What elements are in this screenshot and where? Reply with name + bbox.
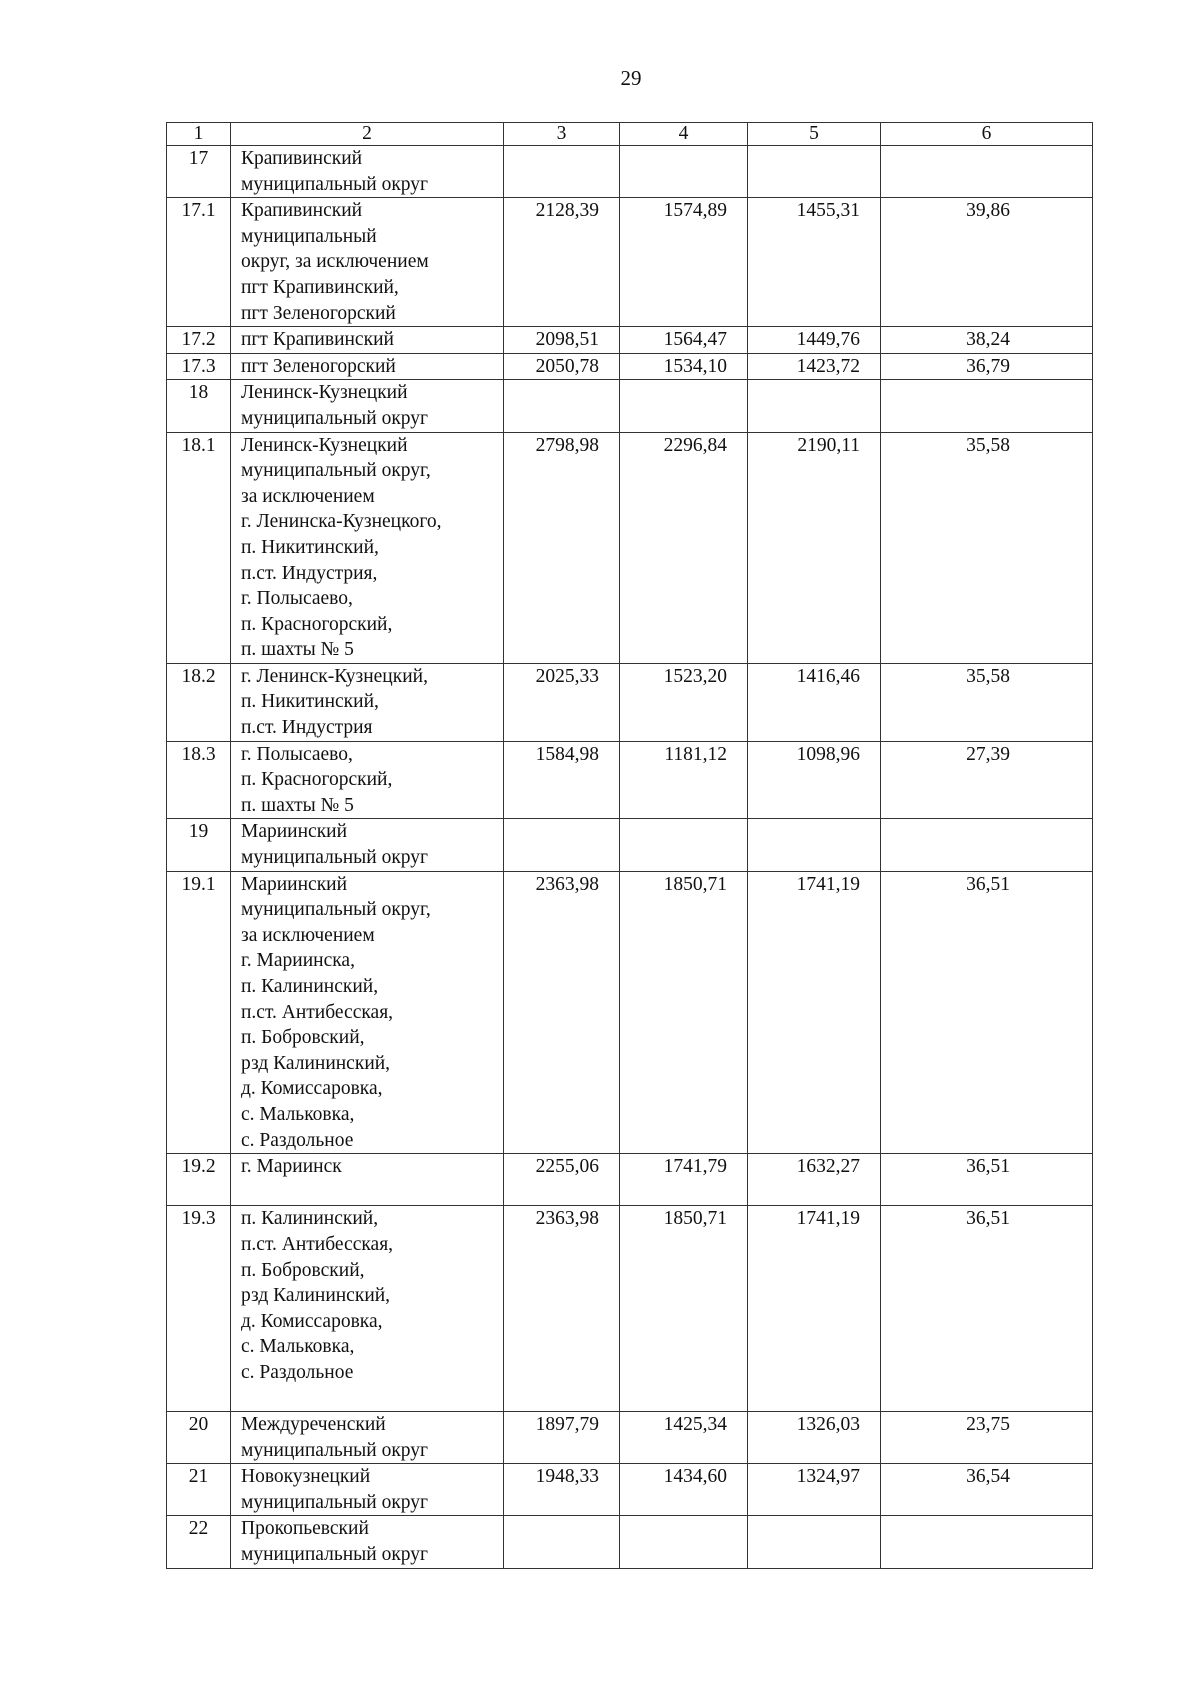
territory-name [231, 432, 504, 663]
row-number: 22 [167, 1516, 231, 1568]
row-number: 19.3 [167, 1206, 231, 1412]
territory-name-line: г. Ленинска-Кузнецкого, [241, 511, 442, 533]
table-row [167, 1154, 1093, 1206]
territory-name-line: за исключением [241, 485, 375, 507]
value-col-3: 2255,06 [504, 1154, 620, 1206]
territory-name-line: п.ст. Антибесская, [241, 1233, 394, 1255]
table-row [167, 1516, 1093, 1568]
territory-name-line: муниципальный округ [241, 407, 429, 429]
table-row [167, 146, 1093, 198]
header-cell: 3 [504, 123, 620, 146]
territory-name [231, 327, 504, 354]
territory-name-line: г. Полысаево, [241, 743, 353, 765]
value-col-4: 1523,20 [620, 663, 748, 741]
value-col-3: 1897,79 [504, 1412, 620, 1464]
territory-name-line: муниципальный [241, 225, 377, 247]
value-col-6: 39,86 [881, 198, 1093, 327]
value-col-6: 36,51 [881, 1154, 1093, 1206]
value-col-5 [748, 146, 881, 198]
value-col-5 [748, 380, 881, 432]
territory-name [231, 1154, 504, 1206]
table-row [167, 353, 1093, 380]
value-col-3: 2050,78 [504, 353, 620, 380]
table-row [167, 432, 1093, 663]
value-col-3: 2098,51 [504, 327, 620, 354]
territory-name-line: п.ст. Антибесская, [241, 1001, 394, 1023]
value-col-5: 1449,76 [748, 327, 881, 354]
territory-name-line: Ленинск-Кузнецкий [241, 434, 408, 456]
row-number: 19.1 [167, 871, 231, 1154]
territory-name-line: муниципальный округ [241, 1544, 429, 1566]
table-row [167, 1464, 1093, 1516]
territory-name-line: д. Комиссаровка, [241, 1078, 383, 1100]
value-col-5: 1455,31 [748, 198, 881, 327]
value-col-4 [620, 380, 748, 432]
value-col-3: 2363,98 [504, 871, 620, 1154]
value-col-5: 1632,27 [748, 1154, 881, 1206]
territory-name-line: г. Мариинска, [241, 950, 355, 972]
value-col-3: 2128,39 [504, 198, 620, 327]
territory-name [231, 380, 504, 432]
row-number: 18.1 [167, 432, 231, 663]
territory-name-line: муниципальный округ [241, 1439, 429, 1461]
row-number: 17 [167, 146, 231, 198]
header-cell: 4 [620, 123, 748, 146]
territory-name-line: Междуреченский [241, 1414, 386, 1436]
territory-name-line: пгт Зеленогорский [241, 302, 396, 324]
territory-name-line: г. Ленинск-Кузнецкий, [241, 665, 428, 687]
value-col-3: 1584,98 [504, 741, 620, 819]
territory-name-line: пгт Зеленогорский [241, 355, 396, 377]
table-row [167, 741, 1093, 819]
territory-name-line: с. Мальковка, [241, 1336, 355, 1358]
value-col-6: 36,51 [881, 871, 1093, 1154]
territory-name-line: муниципальный округ [241, 1491, 429, 1513]
territory-name-line: пгт Крапивинский, [241, 276, 399, 298]
territory-name-line: округ, за исключением [241, 251, 429, 273]
territory-name-line: п. Никитинский, [241, 691, 379, 713]
value-col-4: 1534,10 [620, 353, 748, 380]
territory-name-line: п. Красногорский, [241, 613, 393, 635]
row-number: 19 [167, 819, 231, 871]
value-col-4: 1850,71 [620, 1206, 748, 1412]
value-col-6: 38,24 [881, 327, 1093, 354]
territory-name-line: Новокузнецкий [241, 1466, 371, 1488]
territory-name-line: п. Калининский, [241, 1208, 379, 1230]
territory-name-line: г. Мариинск [241, 1156, 342, 1178]
row-number: 17.3 [167, 353, 231, 380]
territory-name [231, 353, 504, 380]
territory-name [231, 741, 504, 819]
value-col-6: 23,75 [881, 1412, 1093, 1464]
row-number: 17.1 [167, 198, 231, 327]
territory-name-line: Крапивинский [241, 200, 363, 222]
value-col-5 [748, 819, 881, 871]
territory-name-line: муниципальный округ [241, 847, 429, 869]
territory-name-line: Прокопьевский [241, 1518, 369, 1540]
territory-name-line: муниципальный округ, [241, 899, 431, 921]
row-number: 21 [167, 1464, 231, 1516]
value-col-6 [881, 819, 1093, 871]
territory-name-line: п. Бобровский, [241, 1027, 365, 1049]
territory-name [231, 146, 504, 198]
territory-name-line: п. Никитинский, [241, 536, 379, 558]
value-col-6 [881, 380, 1093, 432]
header-cell: 1 [167, 123, 231, 146]
territory-name [231, 1206, 504, 1412]
territory-name-line: п. Бобровский, [241, 1259, 365, 1281]
territory-name-line: г. Полысаево, [241, 588, 353, 610]
row-number: 18.3 [167, 741, 231, 819]
value-col-3: 1948,33 [504, 1464, 620, 1516]
value-col-3 [504, 1516, 620, 1568]
territory-name [231, 819, 504, 871]
territory-name-line: пгт Крапивинский [241, 329, 394, 351]
spacer [241, 1386, 497, 1412]
territory-name [231, 1464, 504, 1516]
table-row [167, 663, 1093, 741]
territory-name-line: д. Комиссаровка, [241, 1310, 383, 1332]
territory-name-line: с. Раздольное [241, 1361, 354, 1383]
value-col-4: 1181,12 [620, 741, 748, 819]
value-col-5 [748, 1516, 881, 1568]
value-col-6: 35,58 [881, 432, 1093, 663]
value-col-3 [504, 146, 620, 198]
value-col-3: 2025,33 [504, 663, 620, 741]
territory-name-line: за исключением [241, 924, 375, 946]
territory-name-line: муниципальный округ, [241, 460, 431, 482]
table-row [167, 198, 1093, 327]
territory-name-line: п. шахты № 5 [241, 794, 354, 816]
value-col-4 [620, 146, 748, 198]
territory-name-line: Мариинский [241, 873, 348, 895]
value-col-5: 1741,19 [748, 871, 881, 1154]
row-number: 18 [167, 380, 231, 432]
value-col-6 [881, 146, 1093, 198]
header-cell: 5 [748, 123, 881, 146]
value-col-3: 2798,98 [504, 432, 620, 663]
value-col-3 [504, 819, 620, 871]
value-col-6 [881, 1516, 1093, 1568]
territory-name-line: п. шахты № 5 [241, 639, 354, 661]
territory-name [231, 1516, 504, 1568]
value-col-5: 1416,46 [748, 663, 881, 741]
row-number: 20 [167, 1412, 231, 1464]
value-col-4: 1574,89 [620, 198, 748, 327]
territory-name-line: рзд Калининский, [241, 1285, 391, 1307]
value-col-4 [620, 1516, 748, 1568]
value-col-5: 1326,03 [748, 1412, 881, 1464]
table-row [167, 871, 1093, 1154]
territory-name-line: Мариинский [241, 821, 348, 843]
value-col-4: 1434,60 [620, 1464, 748, 1516]
territory-name-line: п. Красногорский, [241, 769, 393, 791]
row-number: 17.2 [167, 327, 231, 354]
value-col-6: 36,79 [881, 353, 1093, 380]
value-col-5: 1423,72 [748, 353, 881, 380]
value-col-5: 1324,97 [748, 1464, 881, 1516]
territory-name [231, 871, 504, 1154]
territory-name [231, 1412, 504, 1464]
territory-name [231, 663, 504, 741]
value-col-6: 27,39 [881, 741, 1093, 819]
territory-name [231, 198, 504, 327]
page-number: 29 [620, 66, 642, 90]
header-row [167, 123, 1093, 146]
territory-name-line: п.ст. Индустрия, [241, 562, 378, 584]
territory-name-line: п. Калининский, [241, 976, 379, 997]
data-table [166, 122, 1093, 1569]
row-number: 18.2 [167, 663, 231, 741]
row-number: 19.2 [167, 1154, 231, 1206]
table-row [167, 1206, 1093, 1412]
header-cell: 2 [231, 123, 504, 146]
table-row [167, 327, 1093, 354]
table-row [167, 1412, 1093, 1464]
spacer [241, 1180, 497, 1206]
value-col-6: 35,58 [881, 663, 1093, 741]
table-row [167, 380, 1093, 432]
value-col-4: 1850,71 [620, 871, 748, 1154]
territory-name-line: с. Раздольное [241, 1129, 354, 1151]
territory-name-line: рзд Калининский, [241, 1052, 391, 1074]
value-col-4: 2296,84 [620, 432, 748, 663]
value-col-4: 1564,47 [620, 327, 748, 354]
value-col-5: 1098,96 [748, 741, 881, 819]
value-col-5: 1741,19 [748, 1206, 881, 1412]
table-row [167, 819, 1093, 871]
value-col-4: 1425,34 [620, 1412, 748, 1464]
value-col-4: 1741,79 [620, 1154, 748, 1206]
territory-name-line: Ленинск-Кузнецкий [241, 382, 408, 404]
value-col-3 [504, 380, 620, 432]
value-col-3: 2363,98 [504, 1206, 620, 1412]
value-col-5: 2190,11 [748, 432, 881, 663]
territory-name-line: п.ст. Индустрия [241, 717, 373, 739]
value-col-4 [620, 819, 748, 871]
territory-name-line: Крапивинский [241, 148, 363, 169]
territory-name-line: с. Мальковка, [241, 1103, 355, 1125]
header-cell: 6 [881, 123, 1093, 146]
territory-name-line: муниципальный округ [241, 173, 429, 195]
value-col-6: 36,51 [881, 1206, 1093, 1412]
value-col-6: 36,54 [881, 1464, 1093, 1516]
